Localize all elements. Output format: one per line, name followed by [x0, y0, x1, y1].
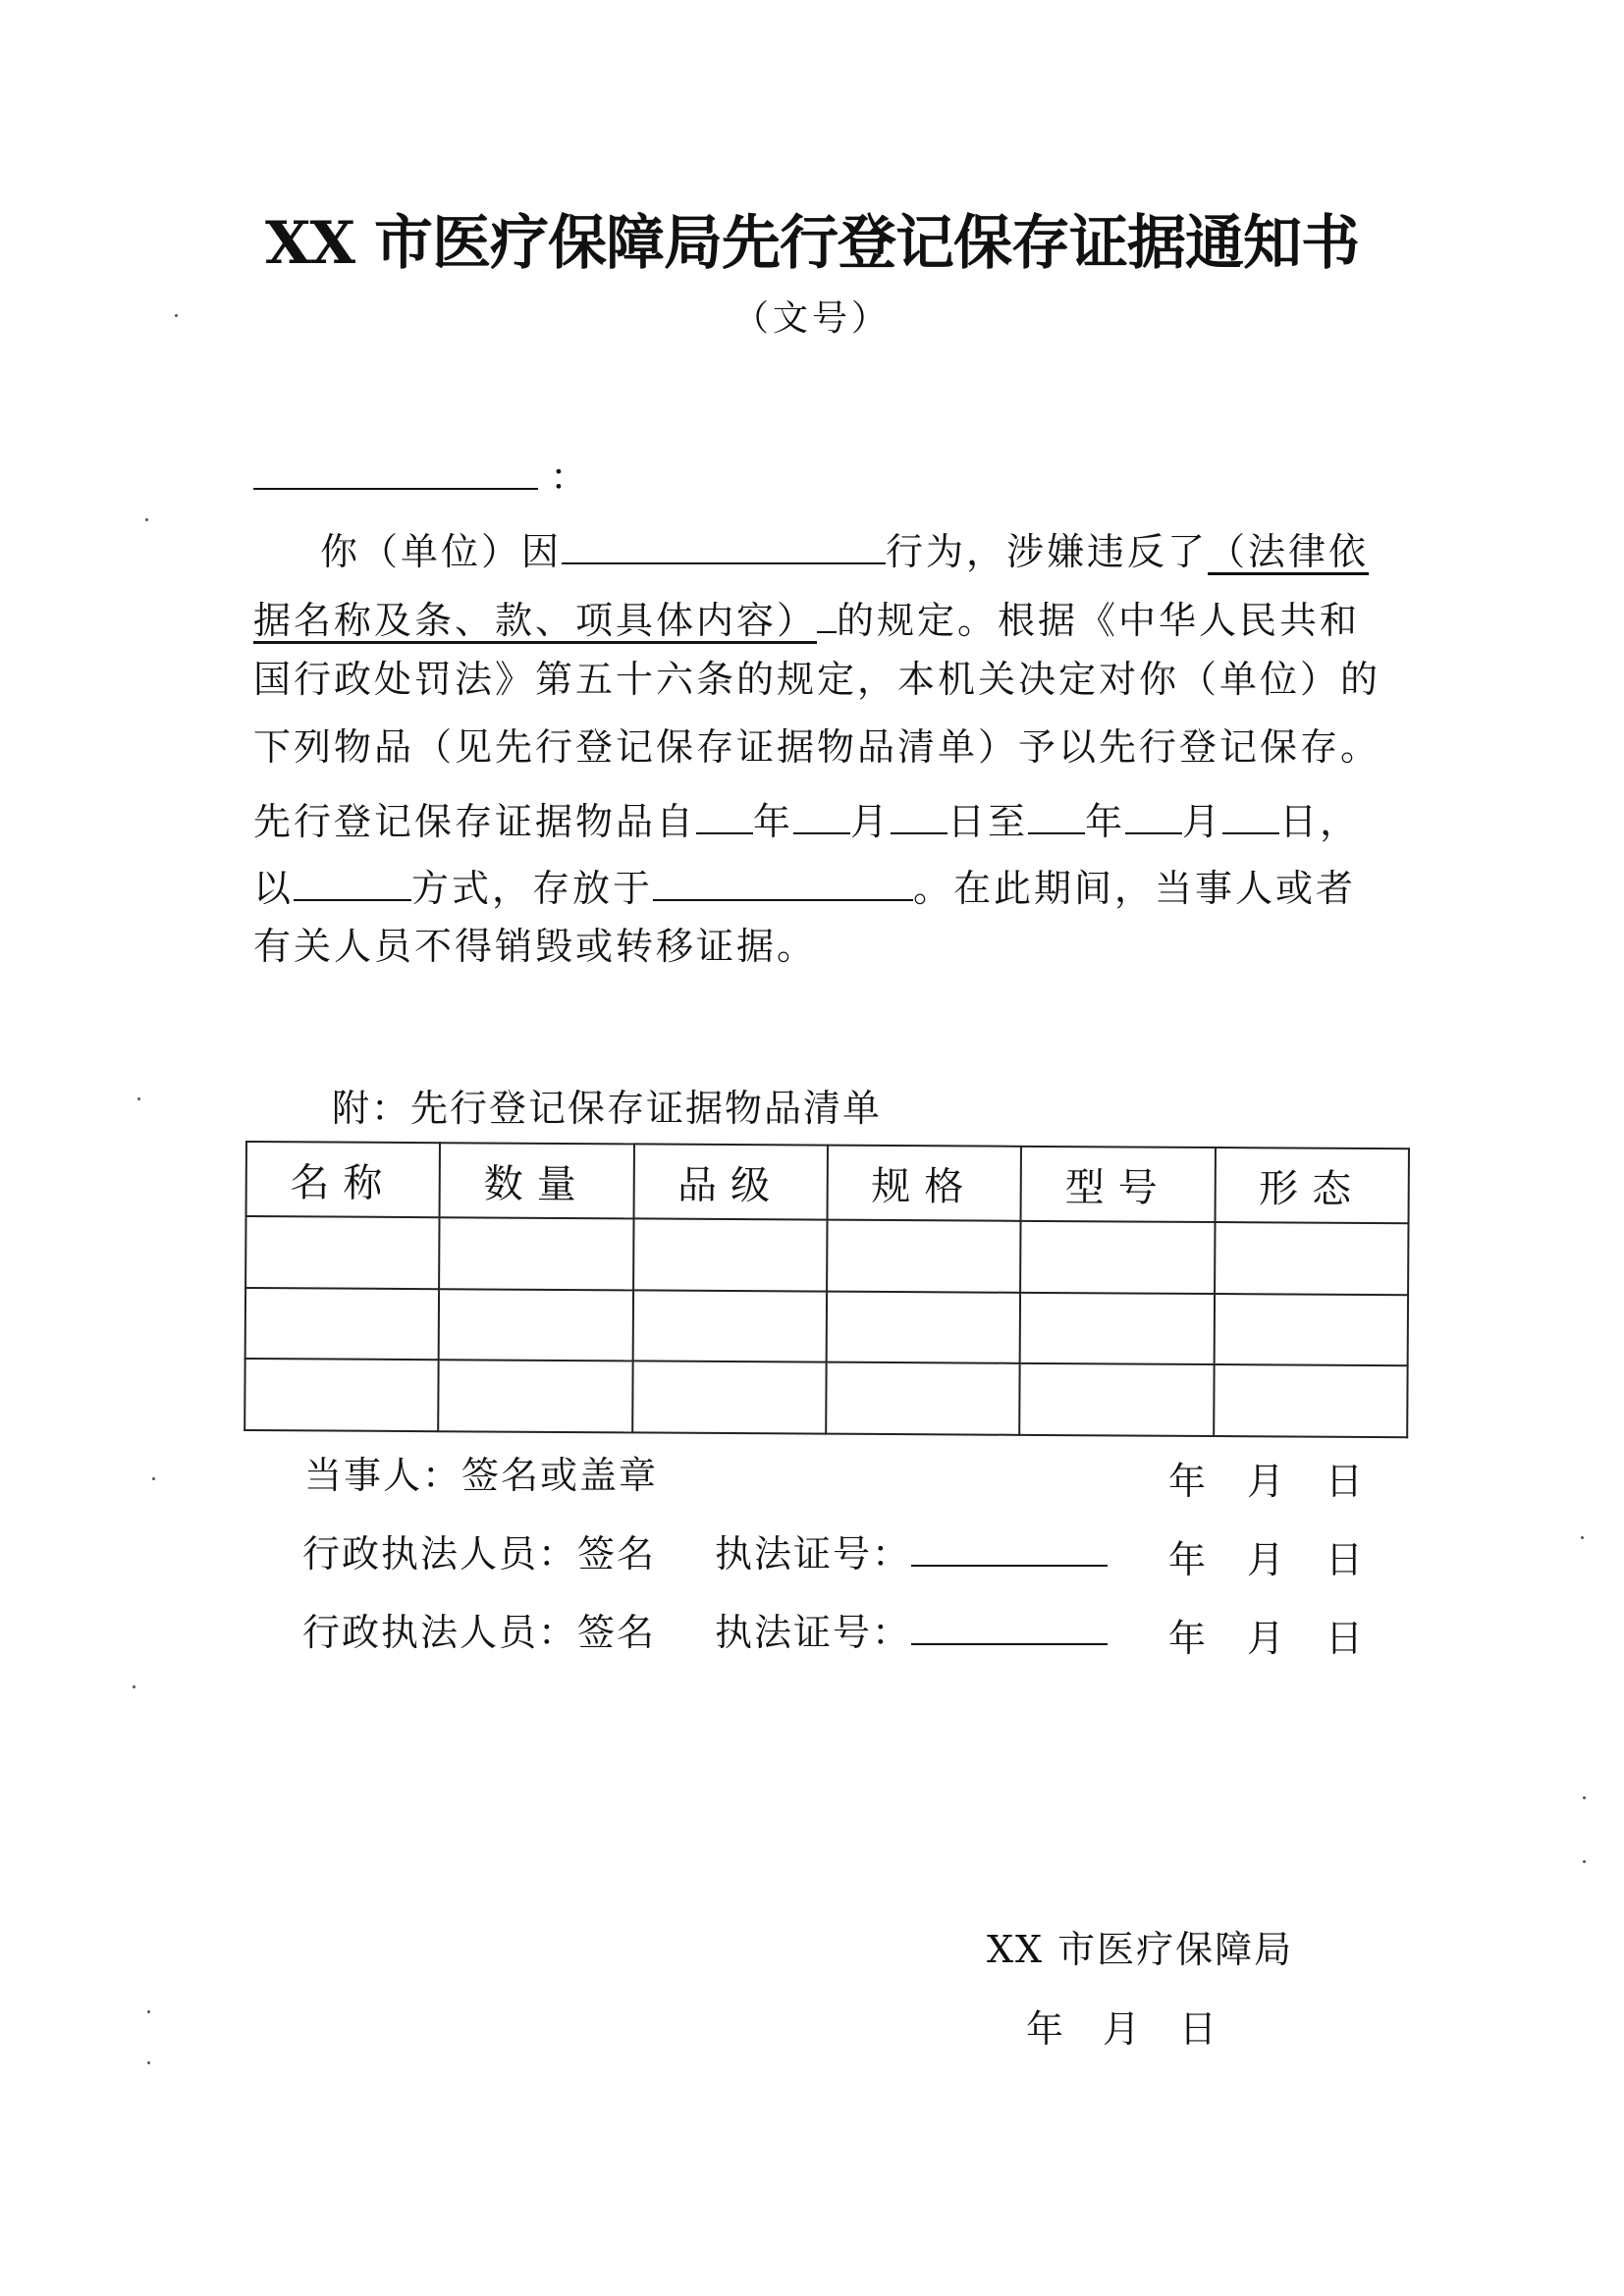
scan-speck	[175, 314, 178, 317]
body-text: 方式，存放于	[411, 867, 654, 910]
officer-2-cert-line	[715, 1602, 1108, 1656]
month-label: 月	[1103, 2007, 1141, 2051]
table-cell	[632, 1362, 827, 1434]
body-line-4: 下列物品（见先行登记保存证据物品清单）予以先行登记保存。	[253, 725, 1381, 769]
table-row	[245, 1288, 1408, 1366]
cert-number-blank	[911, 1527, 1108, 1567]
party-signature-label: 当事人：签名或盖章	[304, 1454, 659, 1497]
table-cell	[827, 1220, 1021, 1293]
body-text: 先行登记保存证据物品自	[253, 800, 697, 843]
table-row	[245, 1216, 1408, 1295]
table-cell	[245, 1216, 440, 1289]
issue-date	[1026, 1999, 1217, 2053]
officer-2-signature-date	[1168, 1608, 1363, 1662]
start-day-blank	[891, 795, 947, 834]
scan-speck	[1581, 1536, 1584, 1539]
col-header-quantity: 数量	[440, 1143, 634, 1218]
body-line-6	[253, 862, 1357, 910]
evidence-items-table	[244, 1141, 1410, 1438]
document-title: XX 市医疗保障局先行登记保存证据通知书	[265, 209, 1359, 278]
month-label: 月	[1247, 1460, 1285, 1503]
table-cell	[245, 1288, 440, 1361]
table-header-row	[246, 1142, 1409, 1223]
scan-speck	[1583, 1796, 1586, 1799]
body-line-3: 国行政处罚法》第五十六条的规定，本机关决定对你（单位）的	[253, 658, 1381, 701]
officer-1-cert-line	[715, 1523, 1108, 1577]
officer-1-signature-label: 行政执法人员：签名	[302, 1532, 657, 1575]
body-line-2	[253, 594, 1361, 642]
addressee-line	[253, 447, 587, 501]
table-cell	[632, 1290, 827, 1362]
table-cell	[633, 1218, 828, 1291]
day-label: 日	[1179, 2007, 1218, 2051]
table-cell	[439, 1217, 633, 1290]
year-label: 年	[1026, 2007, 1064, 2051]
scan-speck	[147, 2061, 150, 2064]
body-text: 以	[253, 867, 295, 910]
scan-speck	[147, 2010, 150, 2013]
table-cell	[1215, 1222, 1409, 1295]
table-cell	[1020, 1221, 1215, 1294]
legal-basis-underline	[817, 594, 837, 633]
col-header-spec: 规格	[828, 1146, 1022, 1221]
start-month-blank	[793, 795, 850, 834]
month-label: 月	[1247, 1538, 1285, 1581]
month-label: 月	[1182, 800, 1223, 843]
year-label: 年	[1085, 800, 1126, 843]
start-year-blank	[696, 795, 753, 834]
cert-number-label: 执法证号：	[715, 1611, 912, 1654]
cert-number-label: 执法证号：	[715, 1532, 912, 1575]
table-cell	[827, 1291, 1021, 1363]
scan-speck	[1583, 1860, 1586, 1863]
officer-2-signature-label: 行政执法人员：签名	[302, 1611, 657, 1654]
day-label: 日	[1326, 1538, 1364, 1581]
table-row	[244, 1359, 1407, 1437]
body-text: 行为，涉嫌违反了	[886, 530, 1209, 573]
cert-number-blank	[911, 1606, 1108, 1645]
col-header-name: 名称	[246, 1142, 441, 1217]
table-cell	[1019, 1363, 1214, 1436]
year-label: 年	[1168, 1617, 1207, 1660]
addressee-colon: ：	[550, 455, 588, 499]
legal-basis-text: （法律依	[1208, 530, 1370, 573]
party-signature-date	[1168, 1451, 1363, 1505]
method-blank	[294, 862, 411, 901]
table-cell	[826, 1362, 1020, 1435]
day-label: 日	[1326, 1460, 1364, 1503]
col-header-form: 形态	[1215, 1148, 1409, 1223]
table-cell	[1214, 1294, 1408, 1366]
end-day-blank	[1222, 795, 1279, 834]
end-year-blank	[1028, 795, 1085, 834]
addressee-blank	[253, 451, 538, 490]
issuing-authority: XX 市医疗保障局	[987, 1928, 1294, 1971]
table-cell	[244, 1359, 439, 1431]
table-cell	[439, 1361, 633, 1433]
scan-speck	[145, 518, 148, 521]
table-cell	[1020, 1292, 1215, 1364]
storage-location-blank	[653, 862, 913, 901]
body-line-7: 有关人员不得销毁或转移证据。	[253, 925, 818, 968]
year-label: 年	[1168, 1460, 1207, 1503]
table-cell	[439, 1289, 633, 1362]
day-to-label: 日至	[947, 800, 1029, 843]
behavior-blank	[562, 525, 886, 564]
scan-speck	[137, 1097, 140, 1100]
body-text: 你（单位）因	[320, 530, 563, 573]
year-label: 年	[753, 800, 794, 843]
table-cell	[1214, 1364, 1408, 1437]
body-line-1	[320, 525, 1370, 573]
year-label: 年	[1168, 1538, 1207, 1581]
officer-1-signature-date	[1168, 1529, 1363, 1583]
body-text: 。在此期间，当事人或者	[913, 867, 1357, 910]
body-line-5	[253, 795, 1361, 843]
month-label: 月	[850, 800, 892, 843]
scan-speck	[152, 1477, 155, 1480]
col-header-grade: 品级	[633, 1144, 828, 1219]
body-text: 的规定。根据《中华人民共和	[837, 599, 1361, 642]
col-header-model: 型号	[1021, 1147, 1216, 1222]
day-label: 日，	[1279, 800, 1361, 843]
document-number: （文号）	[732, 298, 891, 339]
legal-basis-text: 据名称及条、款、项具体内容）	[253, 599, 818, 642]
scan-speck	[133, 1685, 135, 1688]
month-label: 月	[1247, 1617, 1285, 1660]
end-month-blank	[1125, 795, 1182, 834]
day-label: 日	[1326, 1617, 1364, 1660]
attachment-label: 附：先行登记保存证据物品清单	[332, 1087, 883, 1130]
